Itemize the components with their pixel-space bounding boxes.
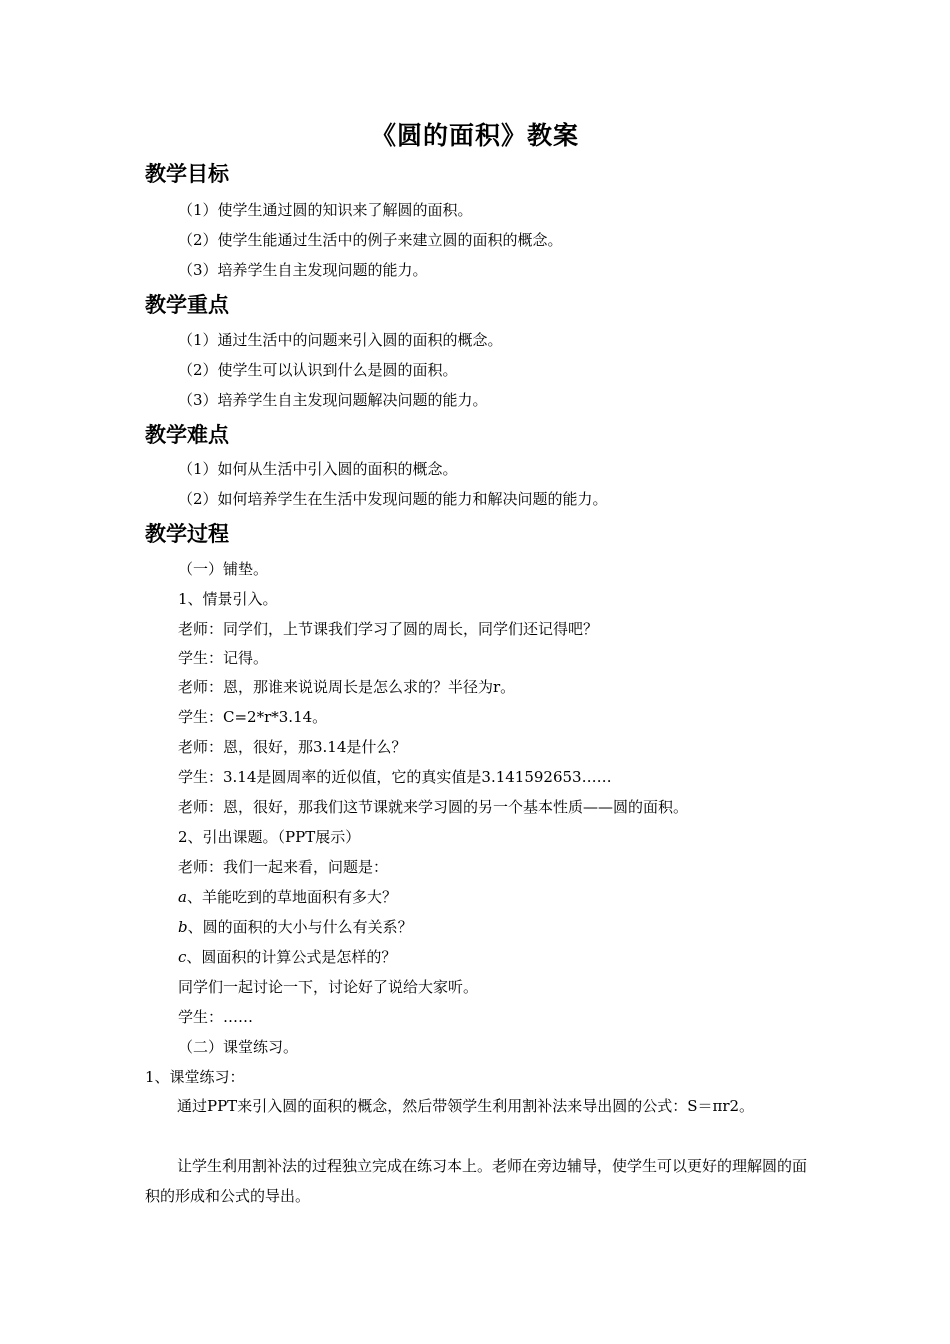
goal-item: （1）使学生通过圆的知识来了解圆的面积。 xyxy=(178,201,473,219)
process-line: 学生：C=2*r*3.14。 xyxy=(178,708,328,726)
question-text: 、羊能吃到的草地面积有多大？ xyxy=(186,888,397,906)
goal-item: （2）使学生能通过生活中的例子来建立圆的面积的概念。 xyxy=(178,231,563,249)
process-line: 老师：恩，那谁来说说周长是怎么求的？半径为r。 xyxy=(178,678,516,696)
process-line: 学生：…… xyxy=(178,1008,254,1026)
process-line: 老师：恩，很好，那我们这节课就来学习圆的另一个基本性质——圆的面积。 xyxy=(178,798,689,816)
process-line: 老师：恩，很好，那3.14是什么？ xyxy=(178,738,407,756)
body-paragraph: 通过PPT来引入圆的面积的概念，然后带领学生利用割补法来导出圆的公式：S＝πr2。 xyxy=(177,1097,755,1115)
question-item xyxy=(178,916,413,937)
process-line: 同学们一起讨论一下，讨论好了说给大家听。 xyxy=(178,978,479,996)
question-label: c xyxy=(178,948,187,966)
section-heading-goals: 教学目标 xyxy=(145,161,229,186)
section-heading-key-points: 教学重点 xyxy=(145,292,229,317)
question-text: 、圆的面积的大小与什么有关系？ xyxy=(187,918,413,936)
process-line: 老师：同学们，上节课我们学习了圆的周长，同学们还记得吧？ xyxy=(178,620,599,638)
process-line: 学生：3.14是圆周率的近似值，它的真实值是3.141592653…… xyxy=(178,768,612,786)
process-line: 2、引出课题。（PPT展示） xyxy=(178,828,361,846)
key-point-item: （2）使学生可以认识到什么是圆的面积。 xyxy=(178,361,458,379)
process-line: （一）铺垫。 xyxy=(178,560,269,578)
section-heading-process: 教学过程 xyxy=(145,521,229,546)
body-paragraph: 让学生利用割补法的过程独立完成在练习本上。老师在旁边辅导，使学生可以更好的理解圆的面积的形成和公式的导出。 xyxy=(145,1157,808,1205)
question-label: b xyxy=(178,918,188,936)
goal-item: （3）培养学生自主发现问题的能力。 xyxy=(178,261,428,279)
key-point-item: （1）通过生活中的问题来引入圆的面积的概念。 xyxy=(178,331,503,349)
section-heading-difficulties: 教学难点 xyxy=(145,422,229,447)
question-label: a xyxy=(178,888,187,906)
process-line: 学生：记得。 xyxy=(178,649,269,667)
key-point-item: （3）培养学生自主发现问题解决问题的能力。 xyxy=(178,391,488,409)
practice-heading: 1、课堂练习： xyxy=(145,1068,245,1086)
difficulty-item: （1）如何从生活中引入圆的面积的概念。 xyxy=(178,460,458,478)
question-item xyxy=(178,946,396,967)
question-item xyxy=(178,886,397,907)
process-line: （二）课堂练习。 xyxy=(178,1038,299,1056)
process-line: 1、情景引入。 xyxy=(178,590,278,608)
document-title: 《圆的面积》教案 xyxy=(370,121,579,150)
question-text: 、圆面积的计算公式是怎样的？ xyxy=(186,948,397,966)
process-line: 老师：我们一起来看，问题是： xyxy=(178,858,389,876)
difficulty-item: （2）如何培养学生在生活中发现问题的能力和解决问题的能力。 xyxy=(178,490,608,508)
